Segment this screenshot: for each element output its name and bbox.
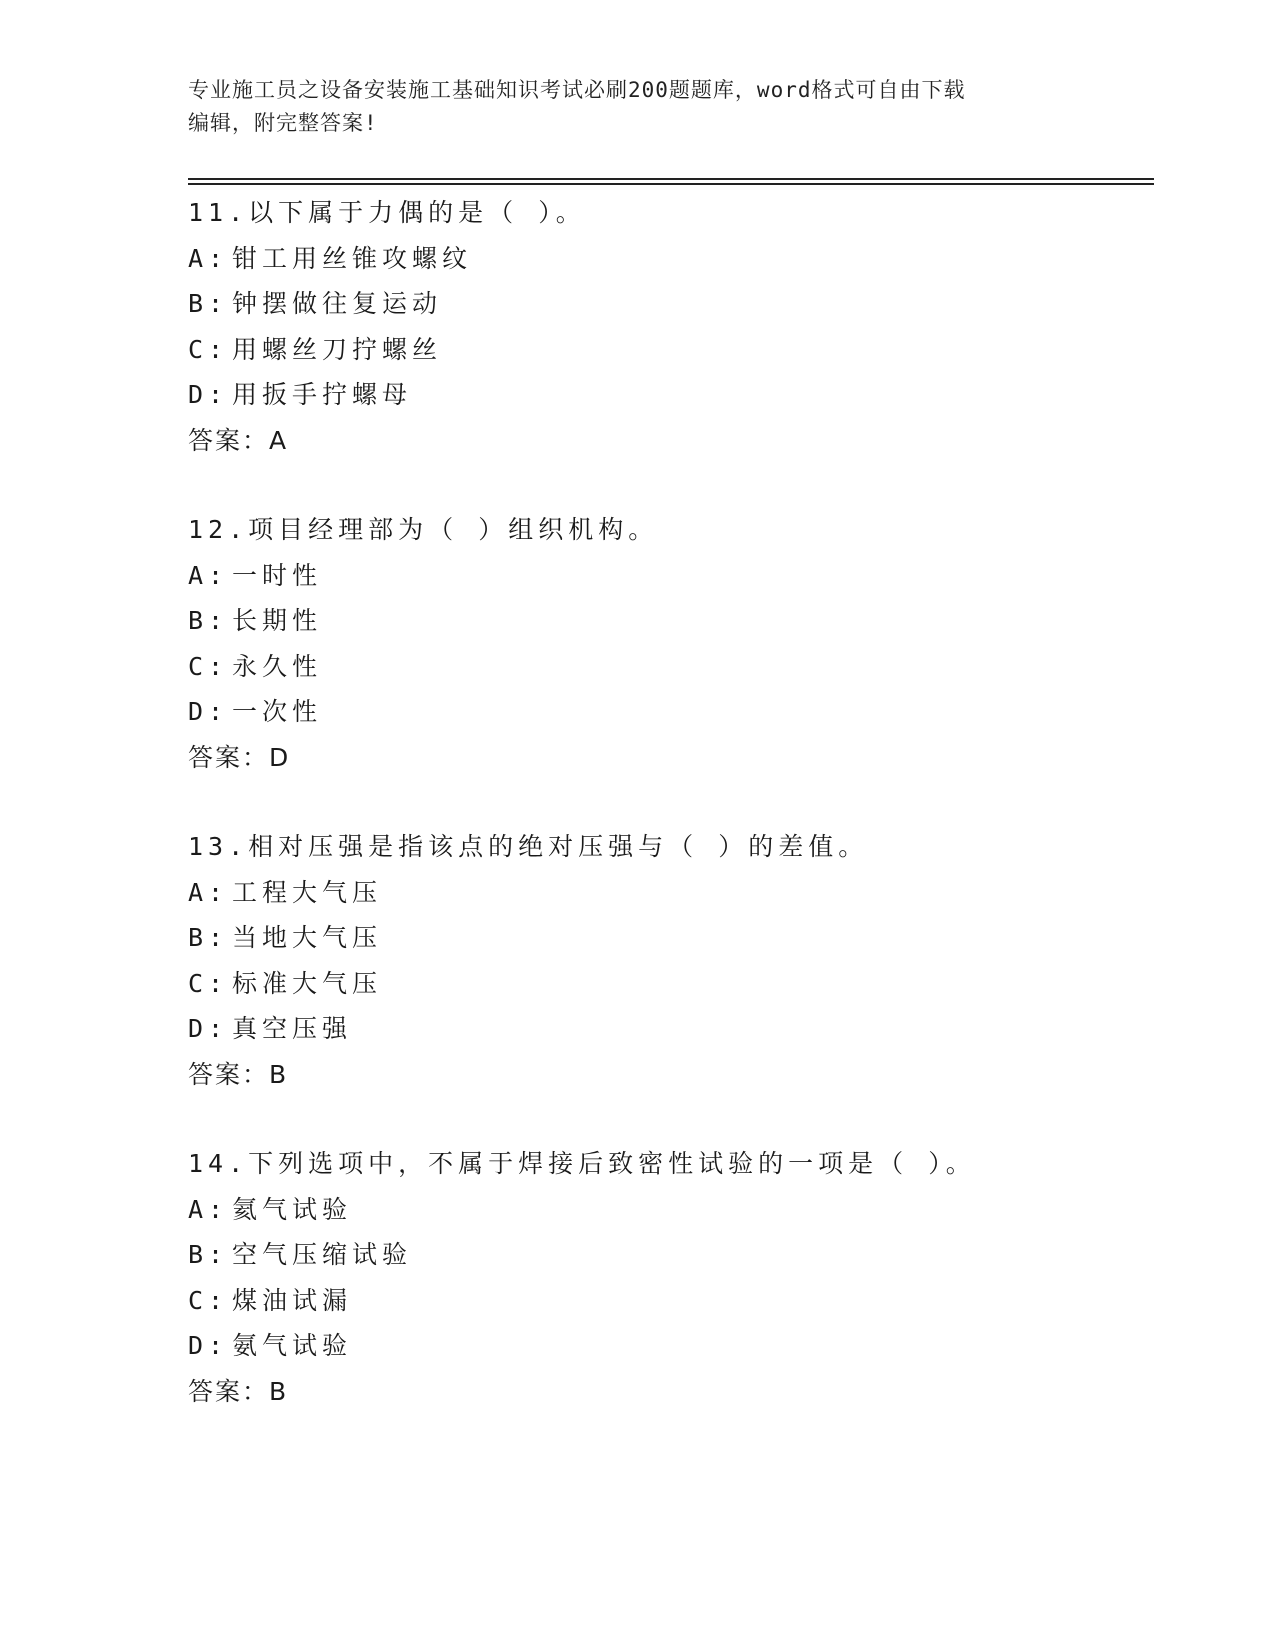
option-key: C: [188,968,229,998]
option-text: 空气压缩试验 [232,1240,413,1269]
option-text: 当地大气压 [232,923,383,952]
option-key: C: [188,1285,229,1315]
answer-line: 答案：A [188,425,289,455]
option-d [188,1006,1148,1052]
option-text: 氨气试验 [232,1331,353,1360]
option-d [188,1323,1148,1369]
option-text: 标准大气压 [232,968,383,998]
option-b [188,915,1148,961]
option-text: 一时性 [232,560,323,590]
option-key: C: [188,334,229,364]
option-key: B: [188,923,229,952]
option-b [188,598,1148,644]
question-stem: 14.下列选项中，不属于焊接后致密性试验的一项是（ ）。 [188,1149,976,1178]
question-13 [188,824,1148,1097]
question-stem: 12.项目经理部为（ ）组织机构。 [188,515,659,544]
option-a [188,1187,1148,1233]
question-list [188,190,1148,1458]
document-header [188,74,1068,140]
option-key: A: [188,243,229,273]
option-key: B: [188,606,229,635]
option-c [188,1278,1148,1324]
option-b [188,281,1148,327]
option-c [188,644,1148,690]
option-key: A: [188,877,229,907]
option-d [188,689,1148,735]
option-text: 长期性 [232,606,323,635]
question-stem: 13.相对压强是指该点的绝对压强与（ ）的差值。 [188,832,869,861]
question-12 [188,507,1148,780]
option-key: B: [188,1240,229,1269]
option-key: A: [188,1194,229,1224]
answer-line: 答案：B [188,1376,289,1406]
option-text: 煤油试漏 [232,1285,353,1315]
option-key: D: [188,380,229,409]
answer-line: 答案：D [188,742,291,772]
option-key: B: [188,289,229,318]
option-text: 工程大气压 [232,877,383,907]
option-text: 钟摆做往复运动 [232,289,443,318]
option-key: D: [188,697,229,726]
option-text: 永久性 [232,651,323,681]
header-line-1: 专业施工员之设备安装施工基础知识考试必刷200题题库，word格式可自由下载 [188,78,966,102]
option-a [188,236,1148,282]
answer-line: 答案：B [188,1059,289,1089]
header-divider-top [188,178,1154,180]
option-key: D: [188,1331,229,1360]
option-d [188,372,1148,418]
option-text: 一次性 [232,697,323,726]
option-text: 氦气试验 [232,1194,353,1224]
option-text: 真空压强 [232,1014,353,1043]
option-a [188,553,1148,599]
header-line-2: 编辑，附完整答案! [188,111,378,135]
option-key: D: [188,1014,229,1043]
option-c [188,327,1148,373]
question-11 [188,190,1148,463]
question-14 [188,1141,1148,1414]
option-text: 用扳手拧螺母 [232,380,413,409]
option-text: 用螺丝刀拧螺丝 [232,334,443,364]
option-key: A: [188,560,229,590]
header-divider-bottom [188,183,1154,185]
option-text: 钳工用丝锥攻螺纹 [232,243,473,273]
option-b [188,1232,1148,1278]
option-a [188,870,1148,916]
option-key: C: [188,651,229,681]
question-stem: 11.以下属于力偶的是（ ）。 [188,198,586,227]
option-c [188,961,1148,1007]
